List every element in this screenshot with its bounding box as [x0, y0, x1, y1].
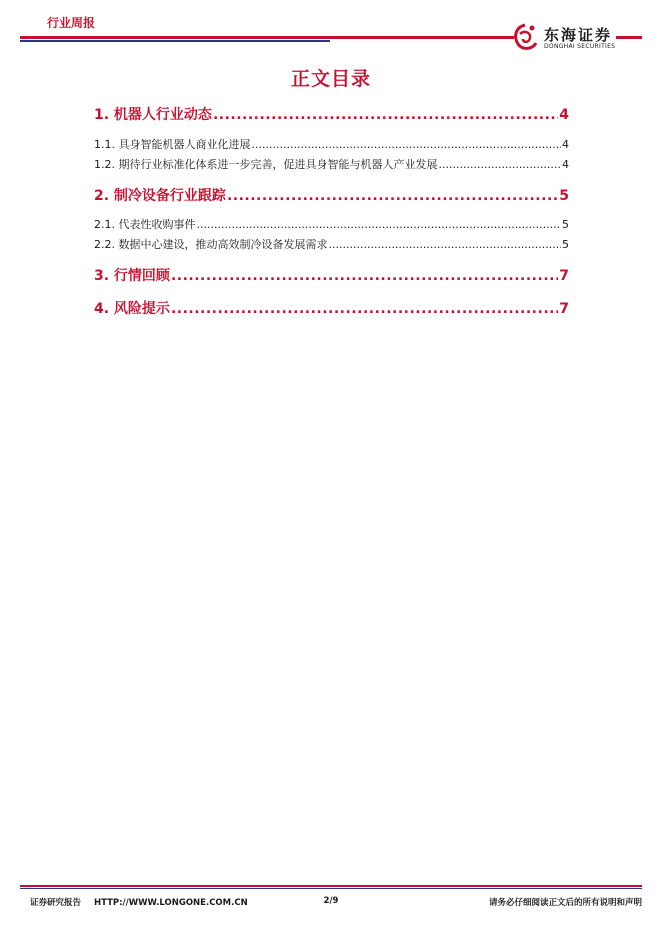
toc-entry-label: 1. 机器人行业动态 [94, 107, 212, 123]
toc-entry[interactable] [94, 216, 569, 232]
header-rule-blue [20, 40, 330, 42]
toc-entry-page: 5 [559, 188, 569, 204]
toc-entry-label: 4. 风险提示 [94, 301, 170, 317]
dot-leader [227, 188, 558, 204]
toc-entry-page: 4 [562, 158, 569, 171]
dot-leader [171, 268, 558, 284]
dot-leader [171, 301, 558, 317]
toc-entry[interactable] [94, 185, 569, 205]
toc-entry-label: 1.1. 具身智能机器人商业化进展 [94, 138, 251, 151]
toc-entry-page: 4 [562, 138, 569, 151]
dot-leader [329, 238, 562, 251]
toc-entry-page: 4 [559, 107, 569, 123]
toc-entry[interactable] [94, 136, 569, 152]
dot-leader [252, 138, 562, 151]
report-type: 证券研究报告 [30, 898, 82, 908]
footer-rule-blue [20, 888, 642, 889]
toc-title: 正文目录 [290, 68, 371, 90]
header-tag: 行业周报 [47, 16, 96, 30]
website-link[interactable]: HTTP://WWW.LONGONE.COM.CN [93, 898, 248, 908]
toc-entry[interactable] [94, 156, 569, 172]
toc-entry-page: 5 [562, 238, 569, 251]
header-rule [20, 36, 514, 39]
dot-leader [213, 107, 558, 123]
company-logo [510, 22, 622, 54]
page-number: 2/9 [323, 896, 339, 906]
dot-leader [197, 218, 562, 231]
dot-leader [439, 158, 562, 171]
toc-entry-label: 1.2. 期待行业标准化体系进一步完善，促进具身智能与机器人产业发展 [94, 158, 438, 171]
toc-entry[interactable] [94, 265, 569, 285]
toc-entry-page: 5 [562, 218, 569, 231]
toc-entry-label: 2.2. 数据中心建设，推动高效制冷设备发展需求 [94, 238, 328, 251]
toc-entry-page: 7 [559, 268, 569, 284]
logo-swirl-icon [510, 22, 540, 52]
logo-cn: 东海证券 [544, 26, 613, 44]
toc-entry-label: 2.1. 代表性收购事件 [94, 218, 196, 231]
toc-entry[interactable] [94, 236, 569, 252]
disclaimer: 请务必仔细阅读正文后的所有说明和声明 [488, 898, 642, 908]
toc-entry-label: 2. 制冷设备行业跟踪 [94, 188, 226, 204]
toc-entry-page: 7 [559, 301, 569, 317]
toc-entry[interactable] [94, 104, 569, 124]
footer-rule [20, 885, 642, 887]
toc-entry[interactable] [94, 298, 569, 318]
toc-entry-label: 3. 行情回顾 [94, 268, 170, 284]
logo-en: DONGHAI SECURITIES [544, 43, 616, 50]
